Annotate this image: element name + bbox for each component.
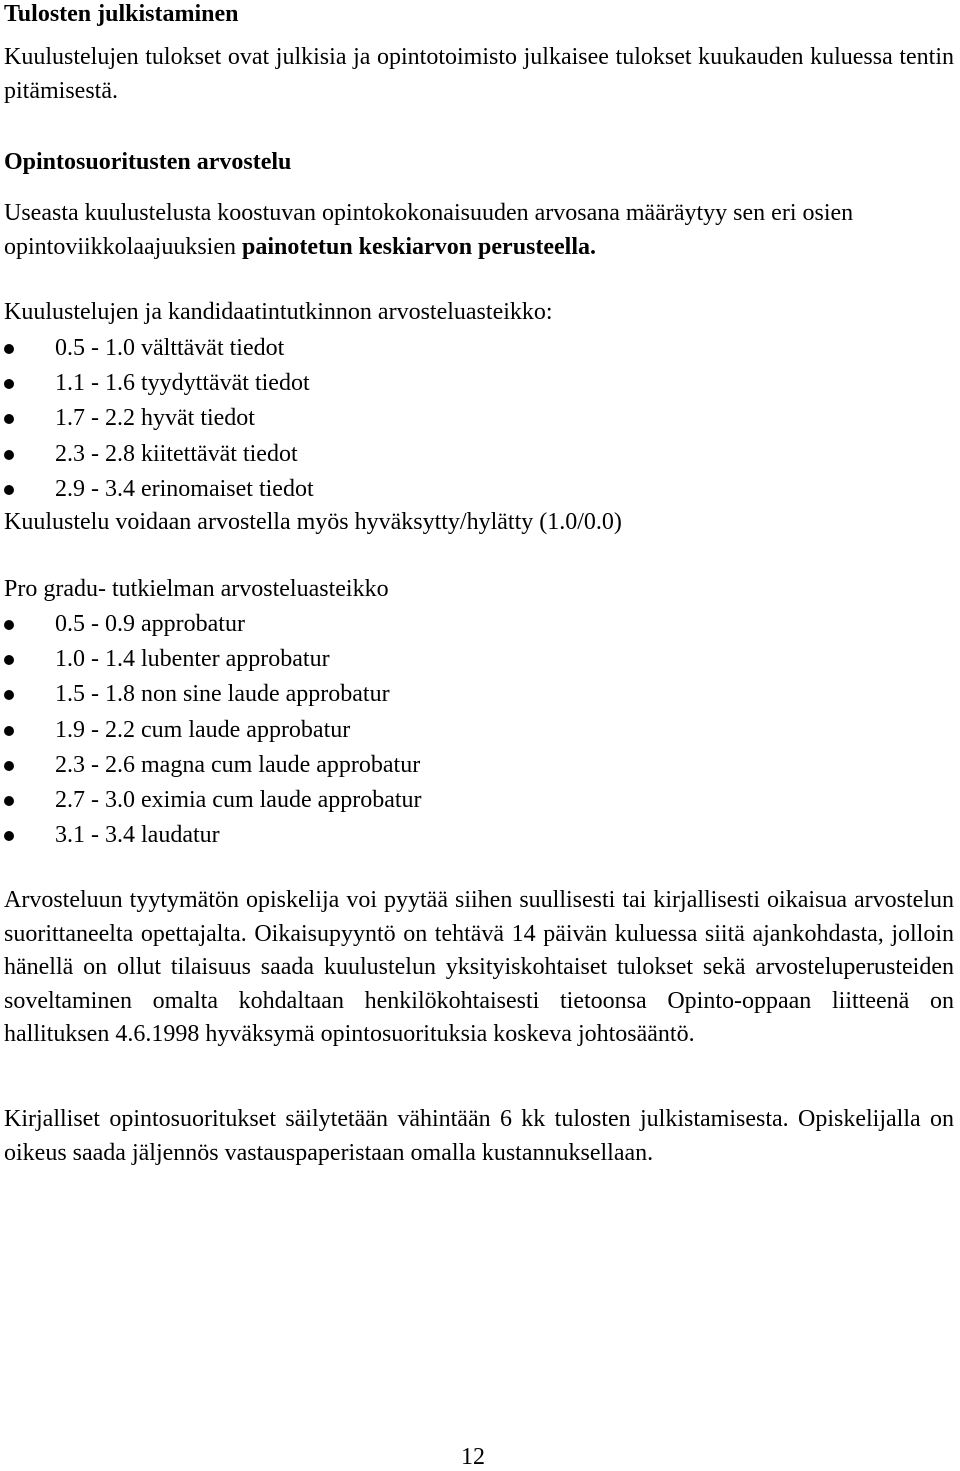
list-item [4,472,314,507]
bullet-icon [4,690,14,700]
bullet-icon [4,344,14,354]
list-item-text: 3.1 - 3.4 laudatur [55,822,220,849]
list-item-text: 0.5 - 0.9 approbatur [55,611,245,637]
list-item [4,331,314,366]
gradu-scale-list [4,607,422,853]
grading-paragraph [4,196,954,264]
list-item [4,401,314,436]
bullet-icon [4,655,14,665]
list-item-text: 1.1 - 1.6 tyydyttävät tiedot [55,370,310,397]
appeal-paragraph: Arvosteluun tyytymätön opiskelija voi pyytää siihen suullisesti tai kirjallisesti oikaisua arvostelun suorittaneelta opettajalta. Oikaisupyyntö on tehtävä 14 päivän kuluessa siitä ajankohdasta, jolloin hänellä on ollut tilaisuus saada kuulustelun yksityiskohtaiset tulokset sekä arvosteluperusteiden soveltaminen omalta kohdaltaan henkilökohtaisesti tietoonsa Opinto-oppaan liitteenä on hallituksen 4.6.1998 hyväksymä opintosuorituksia koskeva johtosääntö. [4,887,954,1047]
list-item [4,607,422,642]
bullet-icon [4,761,14,771]
pass-fail-note: Kuulustelu voidaan arvostella myös hyväksytty/hylätty (1.0/0.0) [4,509,622,535]
list-item [4,748,422,783]
list-item-text: 1.7 - 2.2 hyvät tiedot [55,405,255,432]
bullet-icon [4,620,14,630]
list-item-text: 2.3 - 2.8 kiitettävät tiedot [55,440,298,467]
list-item-text: 2.3 - 2.6 magna cum laude approbatur [55,751,421,778]
gradu-scale-heading: Pro gradu- tutkielman arvosteluasteikko [4,576,389,602]
results-heading: Tulosten julkistaminen [4,1,239,27]
bullet-icon [4,485,14,495]
bachelor-scale-heading: Kuulustelujen ja kandidaatintutkinnon arvosteluasteikko: [4,299,553,325]
list-item-text: 1.5 - 1.8 non sine laude approbatur [55,681,390,708]
list-item-text: 2.9 - 3.4 erinomaiset tiedot [55,475,314,502]
grading-heading: Opintosuoritusten arvostelu [4,149,292,175]
list-item [4,437,314,472]
list-item [4,783,422,818]
archive-paragraph: Kirjalliset opintosuoritukset säilytetään vähintään 6 kk tulosten julkistamisesta. Opiskelijalla on oikeus saada jäljennös vastauspaperistaan omalla kustannuksellaan. [4,1106,954,1166]
page-number: 12 [461,1444,485,1470]
bullet-icon [4,831,14,841]
list-item [4,642,422,677]
bullet-icon [4,450,14,460]
results-paragraph: Kuulustelujen tulokset ovat julkisia ja opintotoimisto julkaisee tulokset kuukauden kuluessa tentin pitämisestä. [4,44,954,104]
bullet-icon [4,414,14,424]
list-item-text: 1.0 - 1.4 lubenter approbatur [55,646,330,673]
list-item [4,818,422,853]
bullet-icon [4,796,14,806]
list-item-text: 0.5 - 1.0 välttävät tiedot [55,335,285,361]
list-item-text: 1.9 - 2.2 cum laude approbatur [55,716,351,743]
bullet-icon [4,726,14,736]
list-item [4,713,422,748]
bachelor-scale-list [4,331,314,507]
list-item-text: 2.7 - 3.0 eximia cum laude approbatur [55,786,422,813]
list-item [4,366,314,401]
bullet-icon [4,379,14,389]
grading-paragraph-text: Useasta kuulustelusta koostuvan opintokokonaisuuden arvosana määräytyy sen eri osien opintoviikkolaajuuksien [4,200,854,260]
list-item [4,677,422,712]
grading-paragraph-bold: painotetun keskiarvon perusteella. [241,234,597,260]
